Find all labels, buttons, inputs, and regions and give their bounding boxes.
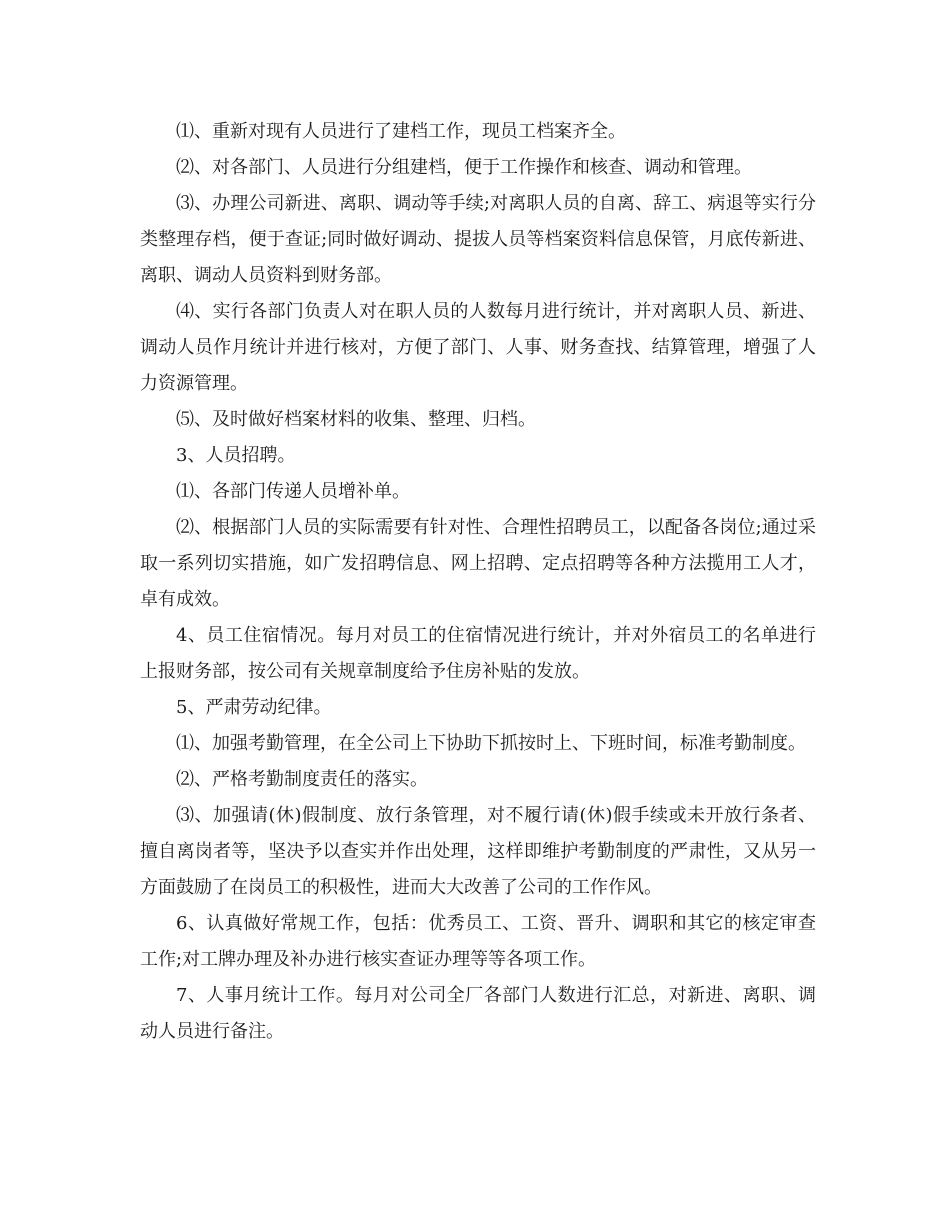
paragraph-archive-4: ⑷、实行各部门负责人对在职人员的人数每月进行统计，并对离职人员、新进、调动人员作月统计并进行核对，方便了部门、人事、财务查找、结算管理，增强了人力资源管理。	[140, 301, 816, 394]
paragraph-discipline-2: ⑵、严格考勤制度责任的落实。	[176, 769, 428, 790]
paragraph-archive-1: ⑴、重新对现有人员进行了建档工作，现员工档案齐全。	[176, 121, 626, 142]
paragraph-archive-5: ⑸、及时做好档案材料的收集、整理、归档。	[176, 409, 536, 430]
paragraph-discipline-1: ⑴、加强考勤管理，在全公司上下协助下抓按时上、下班时间，标准考勤制度。	[176, 733, 806, 754]
section-accommodation: 4、员工住宿情况。每月对员工的住宿情况进行统计，并对外宿员工的名单进行上报财务部，按公司有关规章制度给予住房补贴的发放。	[140, 625, 816, 682]
section-heading-discipline: 5、严肃劳动纪律。	[176, 697, 332, 718]
document-page	[140, 114, 816, 1050]
paragraph-recruitment-2: ⑵、根据部门人员的实际需要有针对性、合理性招聘员工，以配备各岗位;通过采取一系列切实措施，如广发招聘信息、网上招聘、定点招聘等各种方法揽用工人才，卓有成效。	[140, 517, 816, 610]
paragraph-archive-2: ⑵、对各部门、人员进行分组建档，便于工作操作和核查、调动和管理。	[176, 157, 752, 178]
section-routine-work: 6、认真做好常规工作，包括：优秀员工、工资、晋升、调职和其它的核定审查工作;对工牌办理及补办进行核实查证办理等等各项工作。	[140, 913, 816, 970]
paragraph-recruitment-1: ⑴、各部门传递人员增补单。	[176, 481, 410, 502]
paragraph-discipline-3: ⑶、加强请(休)假制度、放行条管理，对不履行请(休)假手续或未开放行条者、擅自离岗者等，坚决予以查实并作出处理，这样即维护考勤制度的严肃性，又从另一方面鼓励了在岗员工的积极性，进而大大改善了公司的工作作风。	[140, 805, 816, 898]
paragraph-archive-3: ⑶、办理公司新进、离职、调动等手续;对离职人员的自离、辞工、病退等实行分类整理存档，便于查证;同时做好调动、提拔人员等档案资料信息保管，月底传新进、离职、调动人员资料到财务部。	[140, 193, 816, 286]
section-heading-recruitment: 3、人员招聘。	[176, 445, 296, 466]
section-monthly-statistics: 7、人事月统计工作。每月对公司全厂各部门人数进行汇总，对新进、离职、调动人员进行备注。	[140, 985, 816, 1042]
